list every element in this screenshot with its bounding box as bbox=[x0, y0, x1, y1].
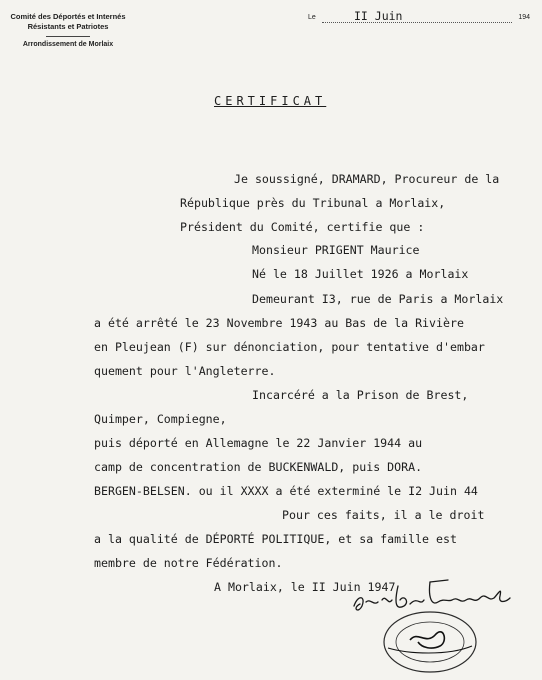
dateline-year-prefix: 194 bbox=[518, 14, 530, 21]
body-line-17: membre de notre Fédération. bbox=[94, 556, 283, 570]
body-line-18: A Morlaix, le II Juin 1947 bbox=[214, 580, 396, 594]
body-line-10: Incarcéré a la Prison de Brest, bbox=[252, 388, 469, 402]
dateline bbox=[308, 11, 530, 27]
letterhead-line-3: Arrondissement de Morlaix bbox=[22, 41, 114, 48]
official-stamp bbox=[384, 612, 476, 672]
letterhead-line-2: Résistants et Patriotes bbox=[27, 22, 109, 31]
dateline-dotted-rule bbox=[322, 22, 512, 23]
dateline-prefix: Le bbox=[308, 14, 316, 21]
letterhead-divider bbox=[46, 36, 90, 37]
body-line-8: en Pleujean (F) sur dénonciation, pour tentative d'embar bbox=[94, 340, 485, 354]
handwritten-signature bbox=[354, 580, 510, 610]
body-line-7: a été arrêté le 23 Novembre 1943 au Bas de la Rivière bbox=[94, 316, 464, 330]
signature-and-stamp bbox=[348, 576, 528, 676]
letterhead bbox=[8, 12, 128, 50]
body-line-1: Je soussigné, DRAMARD, Procureur de la bbox=[234, 172, 500, 186]
body-line-6: Demeurant I3, rue de Paris a Morlaix bbox=[252, 292, 504, 306]
body-line-9: quement pour l'Angleterre. bbox=[94, 364, 276, 378]
dateline-typed-date: II Juin bbox=[354, 9, 403, 23]
body-line-5: Né le 18 Juillet 1926 a Morlaix bbox=[252, 267, 469, 281]
letterhead-line-1: Comité des Déportés et Internés bbox=[10, 12, 126, 21]
body-line-4: Monsieur PRIGENT Maurice bbox=[252, 243, 420, 257]
body-line-2: République près du Tribunal a Morlaix, bbox=[180, 196, 446, 210]
body-line-12: puis déporté en Allemagne le 22 Janvier 1944 au bbox=[94, 436, 423, 450]
body-line-14: BERGEN-BELSEN. ou il XXXX a été exterminé le I2 Juin 44 bbox=[94, 484, 478, 498]
body-line-13: camp de concentration de BUCKENWALD, puis DORA. bbox=[94, 460, 423, 474]
body-line-11: Quimper, Compiegne, bbox=[94, 412, 227, 426]
body-line-15: Pour ces faits, il a le droit bbox=[282, 508, 485, 522]
body-line-16: a la qualité de DÉPORTÉ POLITIQUE, et sa famille est bbox=[94, 532, 457, 546]
body-line-3: Président du Comité, certifie que : bbox=[180, 220, 425, 234]
document-title: CERTIFICAT bbox=[214, 94, 327, 108]
